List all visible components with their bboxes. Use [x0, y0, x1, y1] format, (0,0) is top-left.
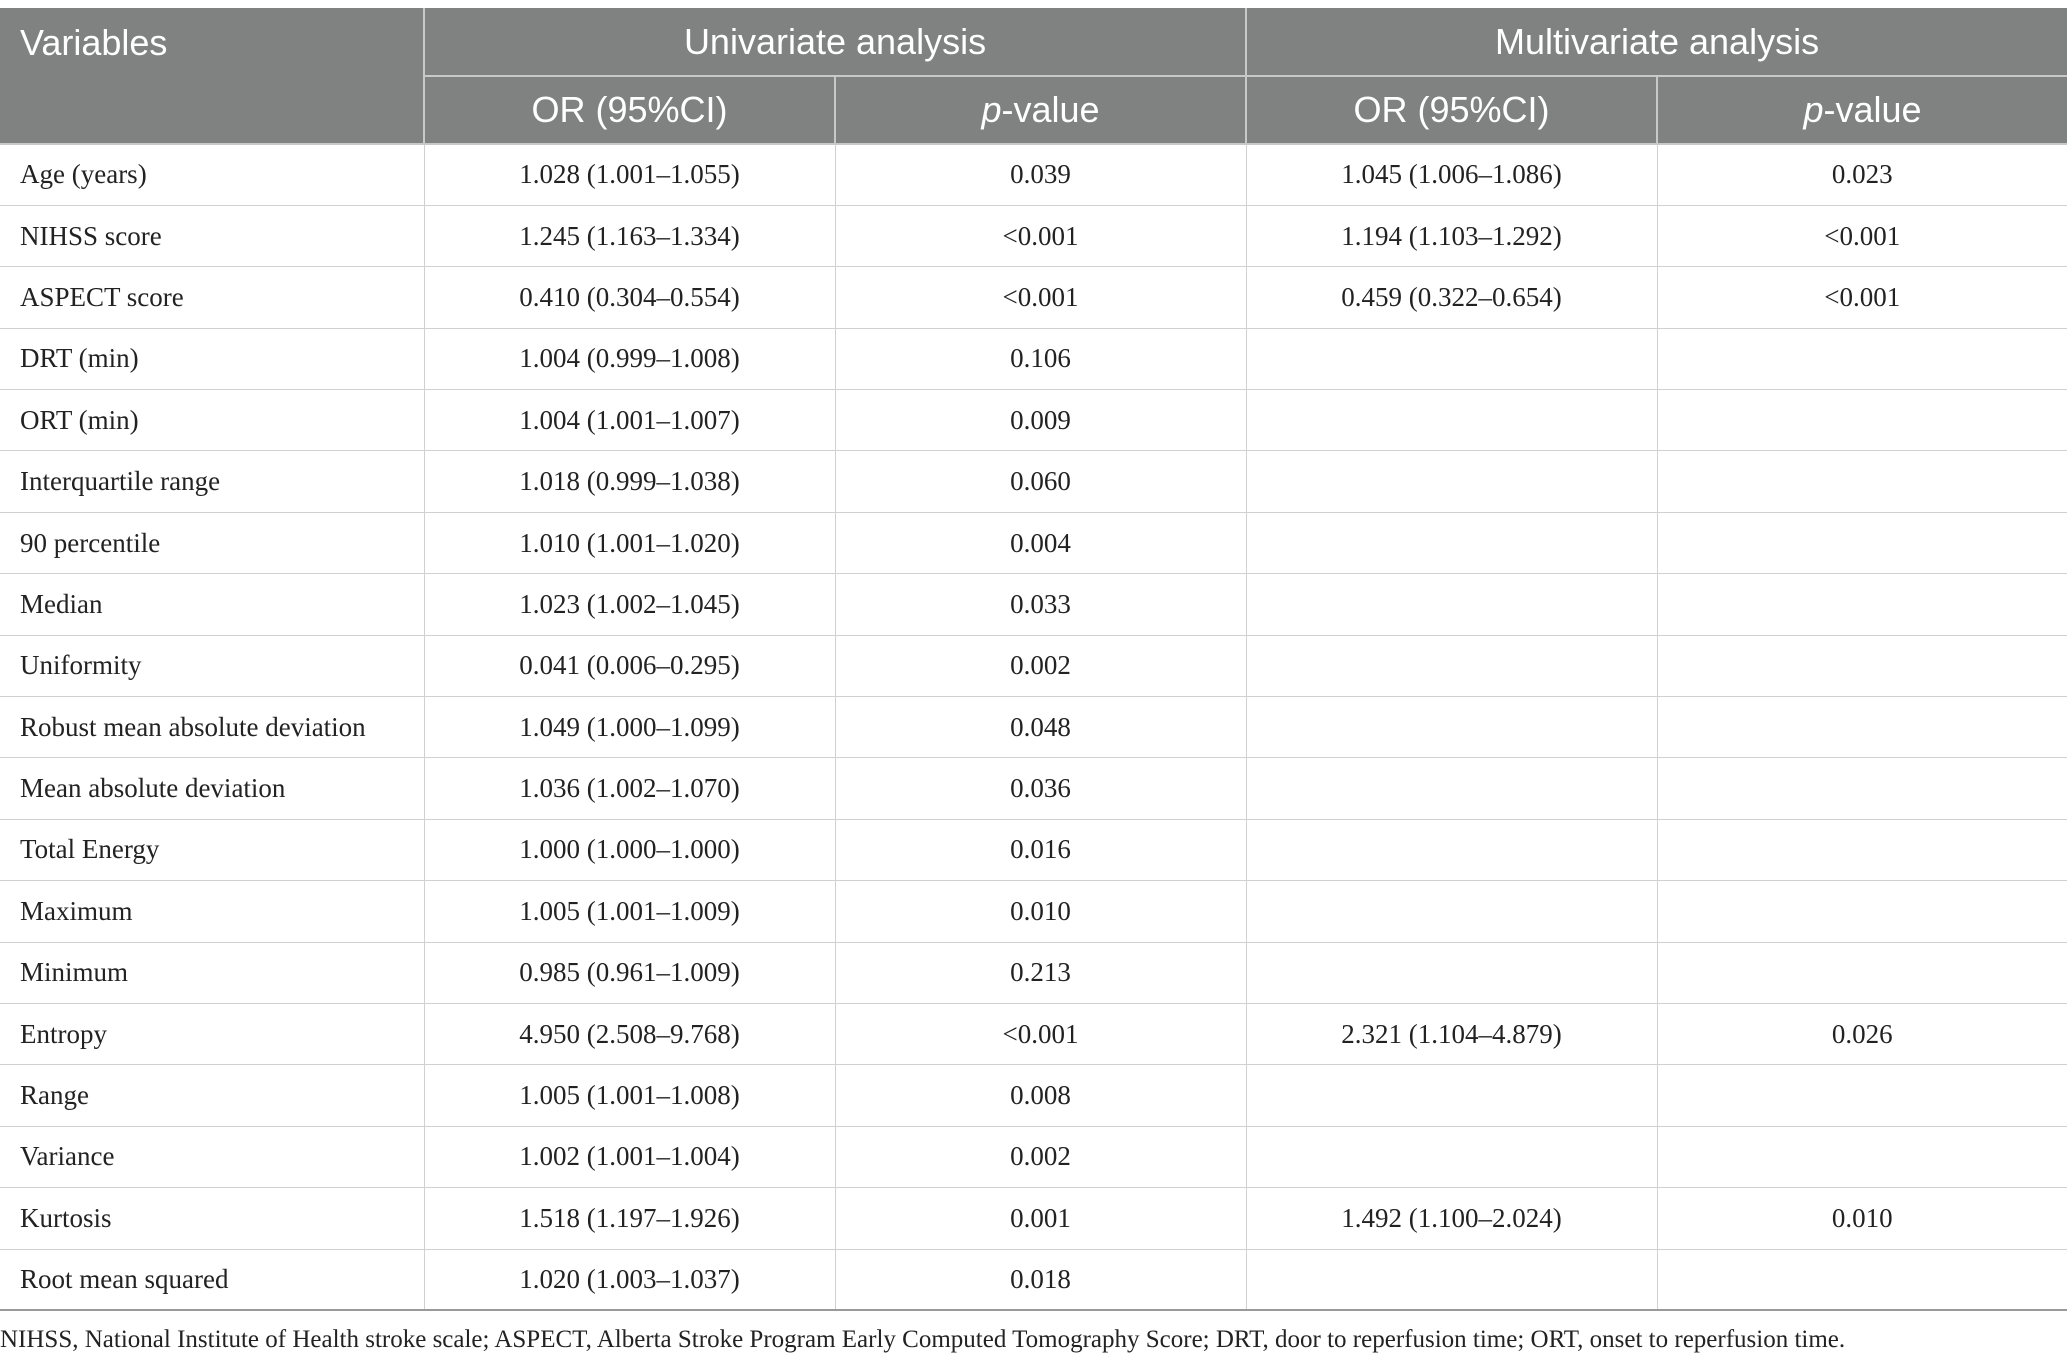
cell-uni-p: 0.048 — [835, 697, 1246, 758]
cell-variable: Mean absolute deviation — [0, 758, 424, 819]
cell-uni-or: 4.950 (2.508–9.768) — [424, 1003, 835, 1064]
cell-uni-or: 1.518 (1.197–1.926) — [424, 1188, 835, 1249]
header-uni-p — [835, 76, 1246, 144]
cell-variable: Total Energy — [0, 819, 424, 880]
table-row — [0, 574, 2067, 635]
cell-variable: Age (years) — [0, 144, 424, 205]
cell-multi-or — [1246, 1065, 1657, 1126]
cell-multi-or: 2.321 (1.104–4.879) — [1246, 1003, 1657, 1064]
cell-multi-p — [1657, 819, 2067, 880]
cell-multi-p: <0.001 — [1657, 205, 2067, 266]
cell-uni-p: 0.002 — [835, 1126, 1246, 1187]
cell-variable: Root mean squared — [0, 1249, 424, 1310]
cell-uni-or: 1.004 (1.001–1.007) — [424, 390, 835, 451]
cell-variable: ASPECT score — [0, 267, 424, 328]
p-suffix: -value — [1823, 89, 1922, 130]
cell-multi-or — [1246, 697, 1657, 758]
cell-multi-or — [1246, 881, 1657, 942]
cell-uni-or: 1.000 (1.000–1.000) — [424, 819, 835, 880]
table-row — [0, 1249, 2067, 1310]
cell-uni-or: 0.410 (0.304–0.554) — [424, 267, 835, 328]
cell-multi-p — [1657, 1249, 2067, 1310]
p-italic: p — [1803, 89, 1824, 130]
cell-multi-p — [1657, 881, 2067, 942]
table-row — [0, 390, 2067, 451]
cell-multi-or — [1246, 451, 1657, 512]
cell-variable: Robust mean absolute deviation — [0, 697, 424, 758]
p-italic: p — [981, 89, 1002, 130]
table-row — [0, 205, 2067, 266]
header-variables: Variables — [0, 8, 424, 144]
cell-variable: Interquartile range — [0, 451, 424, 512]
cell-uni-or: 1.004 (0.999–1.008) — [424, 328, 835, 389]
cell-multi-p — [1657, 1126, 2067, 1187]
table-row — [0, 144, 2067, 205]
cell-uni-or: 1.028 (1.001–1.055) — [424, 144, 835, 205]
cell-variable: Variance — [0, 1126, 424, 1187]
cell-variable: DRT (min) — [0, 328, 424, 389]
header-multivariate: Multivariate analysis — [1246, 8, 2067, 76]
cell-uni-p: 0.001 — [835, 1188, 1246, 1249]
cell-multi-or: 1.045 (1.006–1.086) — [1246, 144, 1657, 205]
table-row — [0, 758, 2067, 819]
cell-multi-or — [1246, 574, 1657, 635]
table-row — [0, 697, 2067, 758]
cell-multi-or: 1.492 (1.100–2.024) — [1246, 1188, 1657, 1249]
cell-uni-or: 1.245 (1.163–1.334) — [424, 205, 835, 266]
cell-multi-or — [1246, 1126, 1657, 1187]
cell-multi-p — [1657, 512, 2067, 573]
cell-multi-or — [1246, 512, 1657, 573]
header-multi-or: OR (95%CI) — [1246, 76, 1657, 144]
table-row — [0, 451, 2067, 512]
cell-uni-or: 1.023 (1.002–1.045) — [424, 574, 835, 635]
table-row — [0, 1188, 2067, 1249]
table-row — [0, 635, 2067, 696]
table-row — [0, 512, 2067, 573]
cell-variable: Range — [0, 1065, 424, 1126]
cell-uni-or: 1.020 (1.003–1.037) — [424, 1249, 835, 1310]
cell-multi-p — [1657, 635, 2067, 696]
cell-uni-or: 1.036 (1.002–1.070) — [424, 758, 835, 819]
cell-multi-p — [1657, 697, 2067, 758]
cell-variable: Kurtosis — [0, 1188, 424, 1249]
cell-multi-p — [1657, 451, 2067, 512]
cell-uni-p: <0.001 — [835, 1003, 1246, 1064]
cell-uni-p: 0.004 — [835, 512, 1246, 573]
cell-uni-or: 0.041 (0.006–0.295) — [424, 635, 835, 696]
cell-multi-p — [1657, 758, 2067, 819]
cell-variable: 90 percentile — [0, 512, 424, 573]
cell-variable: NIHSS score — [0, 205, 424, 266]
table-row — [0, 328, 2067, 389]
header-univariate: Univariate analysis — [424, 8, 1246, 76]
cell-uni-or: 1.018 (0.999–1.038) — [424, 451, 835, 512]
cell-multi-p — [1657, 328, 2067, 389]
cell-uni-p: 0.060 — [835, 451, 1246, 512]
cell-multi-or — [1246, 758, 1657, 819]
table-body — [0, 144, 2067, 1310]
table-row — [0, 1003, 2067, 1064]
cell-uni-or: 1.010 (1.001–1.020) — [424, 512, 835, 573]
cell-multi-p: 0.010 — [1657, 1188, 2067, 1249]
cell-multi-p: <0.001 — [1657, 267, 2067, 328]
cell-multi-or: 0.459 (0.322–0.654) — [1246, 267, 1657, 328]
cell-uni-p: 0.016 — [835, 819, 1246, 880]
cell-variable: Median — [0, 574, 424, 635]
cell-multi-p: 0.023 — [1657, 144, 2067, 205]
cell-uni-or: 1.002 (1.001–1.004) — [424, 1126, 835, 1187]
table-row — [0, 1065, 2067, 1126]
cell-uni-or: 0.985 (0.961–1.009) — [424, 942, 835, 1003]
table-row — [0, 819, 2067, 880]
cell-multi-or — [1246, 819, 1657, 880]
table-header — [0, 8, 2067, 144]
cell-uni-p: 0.213 — [835, 942, 1246, 1003]
cell-multi-or: 1.194 (1.103–1.292) — [1246, 205, 1657, 266]
cell-variable: Minimum — [0, 942, 424, 1003]
cell-uni-p: 0.018 — [835, 1249, 1246, 1310]
cell-multi-p: 0.026 — [1657, 1003, 2067, 1064]
cell-uni-p: <0.001 — [835, 205, 1246, 266]
cell-multi-or — [1246, 635, 1657, 696]
p-suffix: -value — [1001, 89, 1100, 130]
table-row — [0, 1126, 2067, 1187]
table-row — [0, 942, 2067, 1003]
header-uni-or: OR (95%CI) — [424, 76, 835, 144]
cell-variable: Entropy — [0, 1003, 424, 1064]
cell-uni-or: 1.049 (1.000–1.099) — [424, 697, 835, 758]
cell-multi-or — [1246, 328, 1657, 389]
cell-multi-or — [1246, 390, 1657, 451]
cell-multi-p — [1657, 574, 2067, 635]
cell-multi-or — [1246, 1249, 1657, 1310]
cell-uni-p: 0.009 — [835, 390, 1246, 451]
cell-uni-or: 1.005 (1.001–1.008) — [424, 1065, 835, 1126]
cell-uni-p: 0.039 — [835, 144, 1246, 205]
table-row — [0, 881, 2067, 942]
header-row-groups — [0, 8, 2067, 76]
cell-multi-p — [1657, 942, 2067, 1003]
cell-uni-or: 1.005 (1.001–1.009) — [424, 881, 835, 942]
cell-uni-p: 0.033 — [835, 574, 1246, 635]
cell-uni-p: 0.106 — [835, 328, 1246, 389]
cell-uni-p: 0.008 — [835, 1065, 1246, 1126]
results-table-container — [0, 8, 2067, 1311]
cell-uni-p: 0.010 — [835, 881, 1246, 942]
cell-multi-p — [1657, 1065, 2067, 1126]
table-row — [0, 267, 2067, 328]
cell-uni-p: 0.036 — [835, 758, 1246, 819]
cell-variable: ORT (min) — [0, 390, 424, 451]
cell-variable: Maximum — [0, 881, 424, 942]
header-multi-p — [1657, 76, 2067, 144]
cell-multi-p — [1657, 390, 2067, 451]
cell-uni-p: 0.002 — [835, 635, 1246, 696]
cell-uni-p: <0.001 — [835, 267, 1246, 328]
cell-multi-or — [1246, 942, 1657, 1003]
table-footnote: NIHSS, National Institute of Health stroke scale; ASPECT, Alberta Stroke Program Early Computed Tomography Score; DRT, door to reperfusion time; ORT, onset to reperfusion time. — [0, 1326, 1846, 1353]
cell-variable: Uniformity — [0, 635, 424, 696]
results-table — [0, 8, 2067, 1311]
